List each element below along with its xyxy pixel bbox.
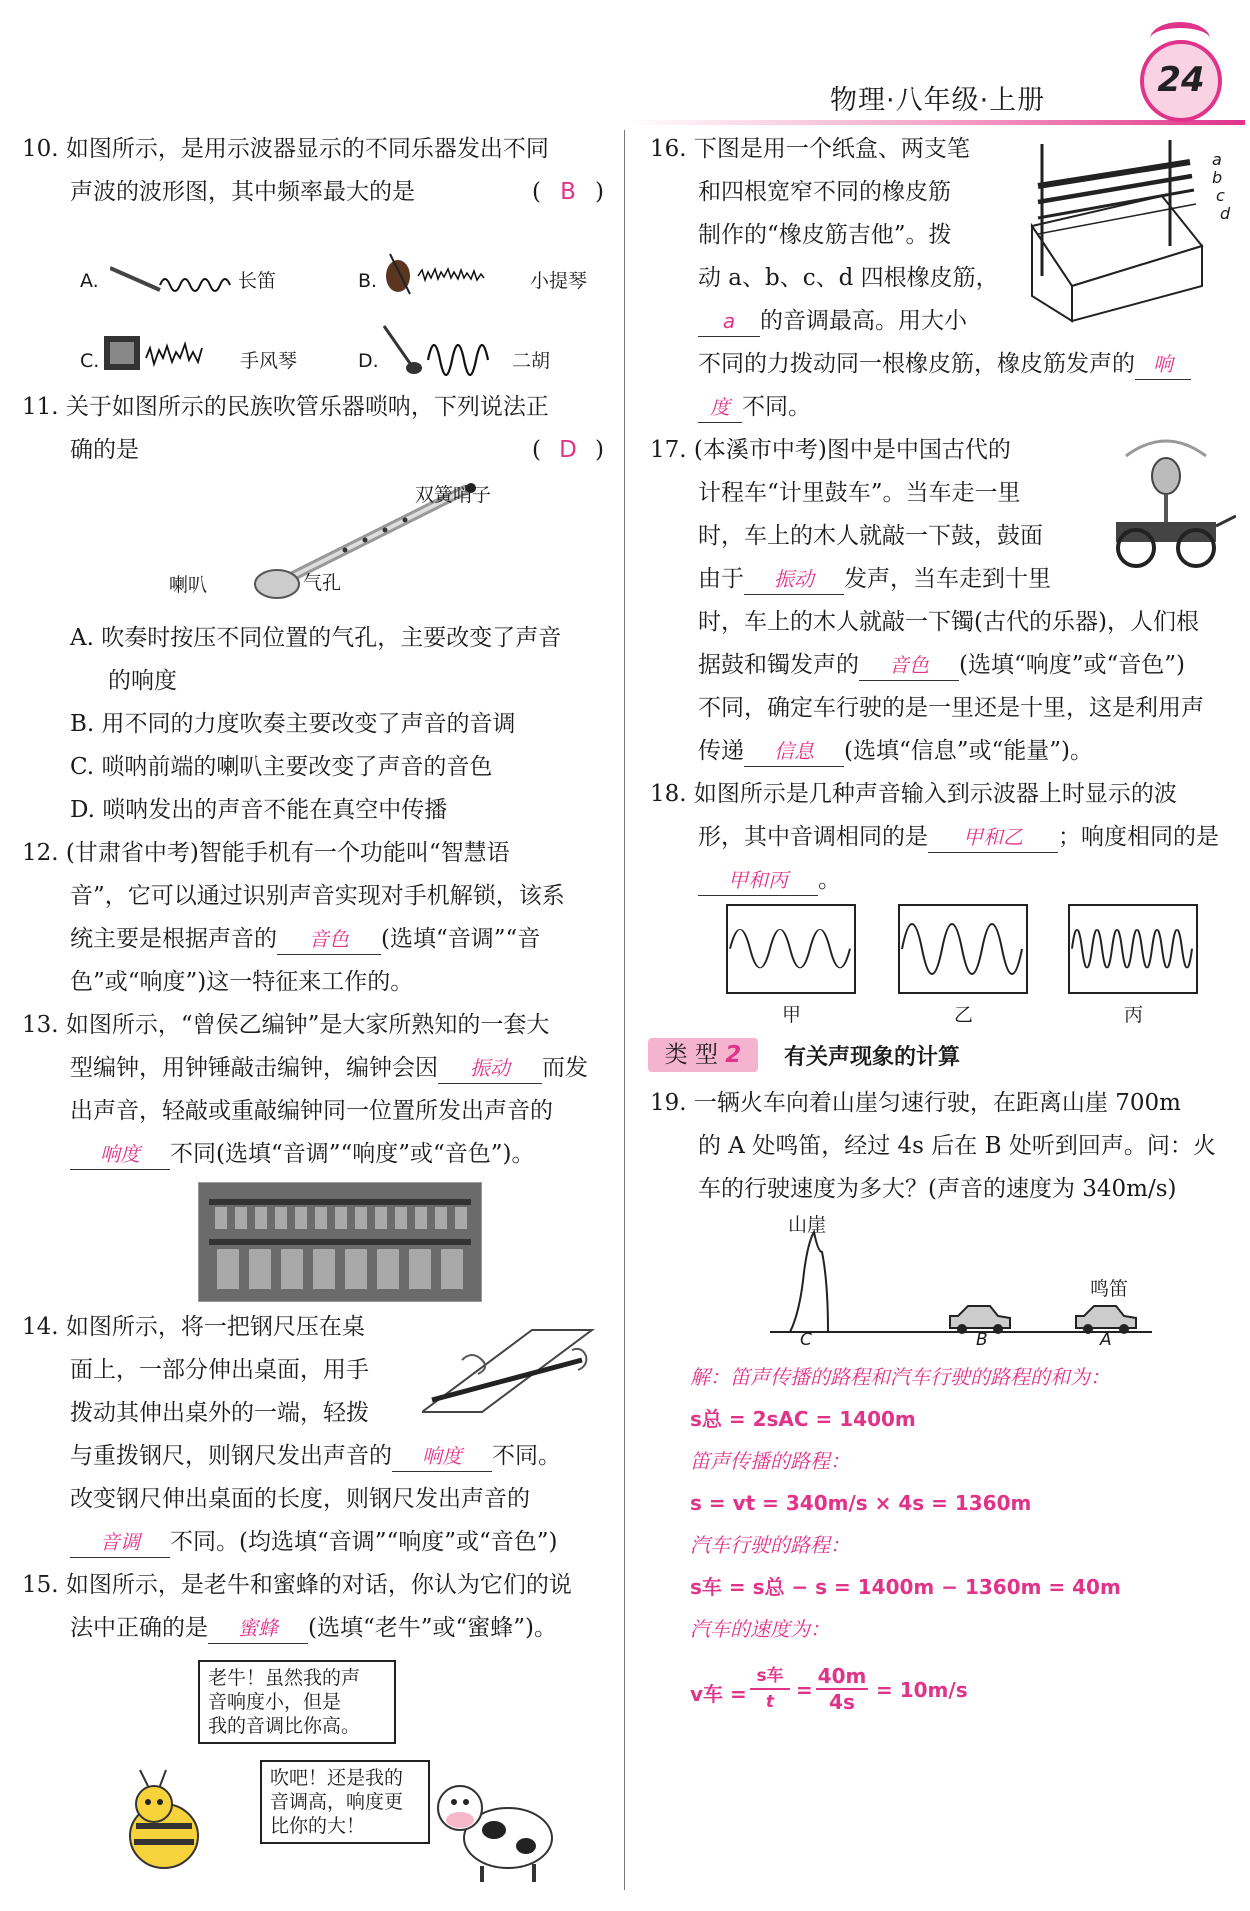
column-divider: [624, 130, 625, 1890]
q11-line1: 11. 关于如图所示的民族吹管乐器唢呐，下列说法正: [22, 394, 549, 420]
q13-line2b: 而发: [542, 1055, 588, 1081]
q13-line3: 出声音，轻敲或重敲编钟同一位置所发出声音的: [70, 1098, 553, 1124]
fraction-2-den: 4s: [829, 1690, 855, 1714]
q16-answer2b: 度: [698, 392, 742, 423]
q19-line1: 19. 一辆火车向着山崖匀速行驶，在距离山崖 700m: [650, 1090, 1181, 1116]
q12-line2: 音”，它可以通过识别声音实现对手机解锁，该系: [70, 883, 565, 909]
q18-line2: [698, 816, 1219, 859]
q16-line3: 制作的“橡皮筋吉他”。拨: [698, 222, 952, 248]
header-rule: [625, 120, 1245, 125]
q17-line4a: 由于: [698, 566, 744, 592]
q15-answer: 蜜蜂: [208, 1613, 308, 1644]
suona-bell-label: 喇叭: [169, 574, 208, 596]
q17-line6a: 据鼓和镯发声的: [698, 652, 859, 678]
fraction-1-den: t: [765, 1692, 775, 1712]
cliff-label: 山崖: [788, 1214, 827, 1236]
bianzhong-photo: [198, 1182, 482, 1302]
q12-line3b: (选填“音调”“音: [381, 926, 541, 952]
q19-sol3: 笛声传播的路程：: [690, 1449, 850, 1473]
q19-sol7: 汽车的速度为：: [690, 1617, 830, 1641]
q16-answer2a: 响: [1135, 349, 1191, 380]
q16-line7: [698, 386, 811, 429]
q11-opt-c: C. 唢呐前端的喇叭主要改变了声音的音色: [70, 754, 493, 780]
waveform-label-bing: 丙: [1124, 1004, 1144, 1026]
point-b-label: B: [976, 1330, 988, 1350]
q13-line4: [70, 1133, 535, 1176]
q17-line8: [698, 730, 1093, 773]
q19-sol8: [690, 1664, 1090, 1724]
q10-inst-erhu: 二胡: [512, 350, 551, 372]
q14-line5: 改变钢尺伸出桌面的长度，则钢尺发出声音的: [70, 1486, 530, 1512]
q16-line7b: 不同。: [742, 394, 811, 420]
q10-line2: 声波的波形图，其中频率最大的是: [70, 179, 415, 205]
suona-hole-label: 气孔: [303, 572, 342, 594]
q10-options: [70, 250, 610, 390]
q19-sol6: s车 = s总 − s = 1400m − 1360m = 40m: [690, 1575, 1121, 1599]
q12-line3a: 统主要是根据声音的: [70, 926, 277, 952]
q16-line5b: 的音调最高。用大小: [760, 308, 967, 334]
q19-sol8a: v车 =: [690, 1682, 747, 1706]
type2-title: 有关声现象的计算: [784, 1045, 961, 1070]
q17-answer2: 音色: [859, 650, 959, 681]
q14-line6: [70, 1521, 558, 1564]
type2-banner: [648, 1036, 1208, 1076]
horn-label: 鸣笛: [1090, 1278, 1129, 1300]
q19-line2: 的 A 处鸣笛，经过 4s 后在 B 处听到回声。问：火: [698, 1133, 1216, 1159]
q13-answer1: 振动: [438, 1053, 542, 1084]
equals-sign: =: [796, 1678, 813, 1702]
drum-cart-figure: [1096, 426, 1236, 576]
q16-answer1: a: [698, 306, 760, 337]
cow-icon: [430, 1776, 570, 1886]
q17-answer1: 振动: [744, 564, 844, 595]
point-c-label: C: [800, 1330, 812, 1350]
q16-line5: [698, 300, 967, 343]
q10-inst-accordion: 手风琴: [240, 350, 298, 372]
q13-line4b: 不同(选填“音调”“响度”或“音色”)。: [170, 1141, 535, 1167]
q16-line4: 动 a、b、c、d 四根橡皮筋，: [698, 265, 999, 291]
q12-line1: 12. (甘肃省中考)智能手机有一个功能叫“智慧语: [22, 840, 510, 866]
q17-line4b: 发声，当车走到十里: [844, 566, 1051, 592]
q11-opt-a2: 的响度: [108, 668, 177, 694]
q19-sol2: s总 = 2sAC = 1400m: [690, 1407, 916, 1431]
q14-line2: 面上，一部分伸出桌面，用手: [70, 1357, 369, 1383]
q18-line1: 18. 如图所示是几种声音输入到示波器上时显示的波: [650, 781, 1177, 807]
bee-speech-bubble: [198, 1660, 396, 1744]
violin-icon: [376, 250, 546, 295]
bee-icon: [114, 1766, 214, 1876]
erhu-icon: [380, 324, 530, 376]
bee-bubble-line3: 我的音调比你高。: [208, 1715, 361, 1737]
guitar-box-icon: [1012, 136, 1212, 326]
q10-opt-b: B.: [358, 270, 378, 292]
q14-line1: 14. 如图所示，将一把钢尺压在桌: [22, 1314, 365, 1340]
cow-bubble-line1: 吹吧！还是我的: [270, 1767, 404, 1789]
q10-answer: B: [560, 179, 576, 205]
string-label-b: b: [1212, 168, 1223, 187]
q10-opt-a: A.: [80, 270, 99, 292]
header-subject: 物理·八年级·上册: [830, 85, 1046, 116]
q12-line3: [70, 918, 540, 961]
q19-sol8b: = 10m/s: [876, 1678, 968, 1702]
q19-sol4: s = vt = 340m/s × 4s = 1360m: [690, 1491, 1032, 1515]
q14-line4b: 不同。: [492, 1443, 561, 1469]
type2-tag: [648, 1038, 758, 1072]
q16-line1: 16. 下图是用一个纸盒、两支笔: [650, 136, 970, 162]
q14-answer2: 音调: [70, 1527, 170, 1558]
waveform-label-yi: 乙: [954, 1004, 974, 1026]
q16-line6: [698, 343, 1191, 386]
q12-line4: 色”或“响度”)这一特征来工作的。: [70, 969, 414, 995]
q18-line3: [698, 859, 841, 902]
q18-answer2: 甲和丙: [698, 865, 818, 896]
bee-bubble-line1: 老牛！虽然我的声: [208, 1667, 361, 1689]
q11-line2: 确的是: [70, 437, 139, 463]
cow-bubble-line2: 音调高，响度更: [270, 1791, 404, 1813]
q19-sol5: 汽车行驶的路程：: [690, 1533, 850, 1557]
ruler-figure: [422, 1320, 602, 1430]
string-label-c: c: [1216, 186, 1225, 205]
q11-answer-bracket: ( D ): [532, 429, 604, 472]
q17-line6b: (选填“响度”或“音色”): [959, 652, 1185, 678]
q18-line2b: ；响度相同的是: [1058, 824, 1219, 850]
q16-line6a: 不同的力拨动同一根橡皮筋，橡皮筋发声的: [698, 351, 1135, 377]
q14-line4a: 与重拨钢尺，则钢尺发出声音的: [70, 1443, 392, 1469]
q19-line3: 车的行驶速度为多大？(声音的速度为 340m/s): [698, 1176, 1177, 1202]
q13-line1: 13. 如图所示，“曾侯乙编钟”是大家所熟知的一套大: [22, 1012, 550, 1038]
header: [0, 0, 1250, 130]
q19-sol1: 解：笛声传播的路程和汽车行驶的路程的和为：: [690, 1365, 1110, 1389]
waveform-label-jia: 甲: [782, 1004, 802, 1026]
q13-line2a: 型编钟，用钟锤敲击编钟，编钟会因: [70, 1055, 438, 1081]
q19-figure: [760, 1212, 1160, 1352]
bee-bubble-line2: 音响度小，但是: [208, 1691, 342, 1713]
string-label-d: d: [1220, 204, 1231, 223]
q11-answer: D: [559, 437, 577, 463]
q10-inst-violin: 小提琴: [530, 270, 588, 292]
q10-inst-flute: 长笛: [238, 270, 277, 292]
q17-line7: 不同，确定车行驶的是一里还是十里，这是利用声: [698, 695, 1204, 721]
q18-line3b: 。: [818, 867, 841, 893]
cow-speech-bubble: [260, 1760, 430, 1844]
suona-reed-label: 双簧哨子: [415, 484, 492, 506]
q13-line2: [70, 1047, 588, 1090]
q13-answer2: 响度: [70, 1139, 170, 1170]
q18-line2a: 形，其中音调相同的是: [698, 824, 928, 850]
waveform-figures: [726, 904, 1206, 1024]
q17-line3: 时，车上的木人就敲一下鼓，鼓面: [698, 523, 1043, 549]
fraction-2-num: 40m: [817, 1664, 867, 1688]
cow-bubble-line3: 比你的大！: [270, 1815, 366, 1837]
q15-line2: [70, 1607, 557, 1650]
q14-line6b: 不同。(均选填“音调”“响度”或“音色”): [170, 1529, 558, 1555]
q17-line2: 计程车“计里鼓车”。当车走一里: [698, 480, 1021, 506]
point-a-label: A: [1100, 1330, 1112, 1350]
type2-tag-text: 类 型: [664, 1042, 718, 1068]
q14-line3: 拨动其伸出桌外的一端，轻拨: [70, 1400, 369, 1426]
q17-line1: 17. (本溪市中考)图中是中国古代的: [650, 437, 1011, 463]
q11-opt-b: B. 用不同的力度吹奏主要改变了声音的音调: [70, 711, 516, 737]
rubber-band-guitar-figure: [1012, 136, 1242, 326]
suona-figure: [165, 470, 525, 610]
q12-answer: 音色: [277, 924, 381, 955]
q16-line2: 和四根宽窄不同的橡皮筋: [698, 179, 951, 205]
q10-opt-c: C.: [80, 350, 100, 372]
waveform-bing: [1068, 904, 1198, 994]
q17-line5: 时，车上的木人就敲一下镯(古代的乐器)，人们根: [698, 609, 1199, 635]
string-label-a: a: [1212, 150, 1222, 169]
page-number: 24: [1157, 60, 1205, 100]
fraction-1: [750, 1664, 790, 1714]
badge-swoosh: [1150, 22, 1210, 56]
q17-line6: [698, 644, 1185, 687]
fraction-2: [816, 1664, 868, 1714]
q17-line4: [698, 558, 1051, 601]
bianzhong-image: [199, 1183, 481, 1301]
q17-line8b: (选填“信息”或“能量”)。: [844, 738, 1093, 764]
q14-answer1: 响度: [392, 1441, 492, 1472]
type2-num: 2: [725, 1042, 742, 1068]
q17-answer3: 信息: [744, 736, 844, 767]
q10-line1: 10. 如图所示，是用示波器显示的不同乐器发出不同: [22, 136, 549, 162]
q14-line4: [70, 1435, 561, 1478]
waveform-jia: [726, 904, 856, 994]
fraction-1-num: s车: [750, 1664, 790, 1690]
q15-line1: 15. 如图所示，是老牛和蜜蜂的对话，你认为它们的说: [22, 1572, 572, 1598]
q15-figure: [110, 1660, 580, 1890]
q11-opt-a1: A. 吹奏时按压不同位置的气孔，主要改变了声音: [70, 625, 562, 651]
q15-line2b: (选填“老牛”或“蜜蜂”)。: [308, 1615, 557, 1641]
waveform-yi: [898, 904, 1028, 994]
q18-answer1: 甲和乙: [928, 822, 1058, 853]
q10-answer-bracket: ( B ): [532, 171, 604, 214]
q11-opt-d: D. 唢呐发出的声音不能在真空中传播: [70, 797, 448, 823]
q15-line2a: 法中正确的是: [70, 1615, 208, 1641]
q10-opt-d: D.: [358, 350, 379, 372]
q17-line8a: 传递: [698, 738, 744, 764]
